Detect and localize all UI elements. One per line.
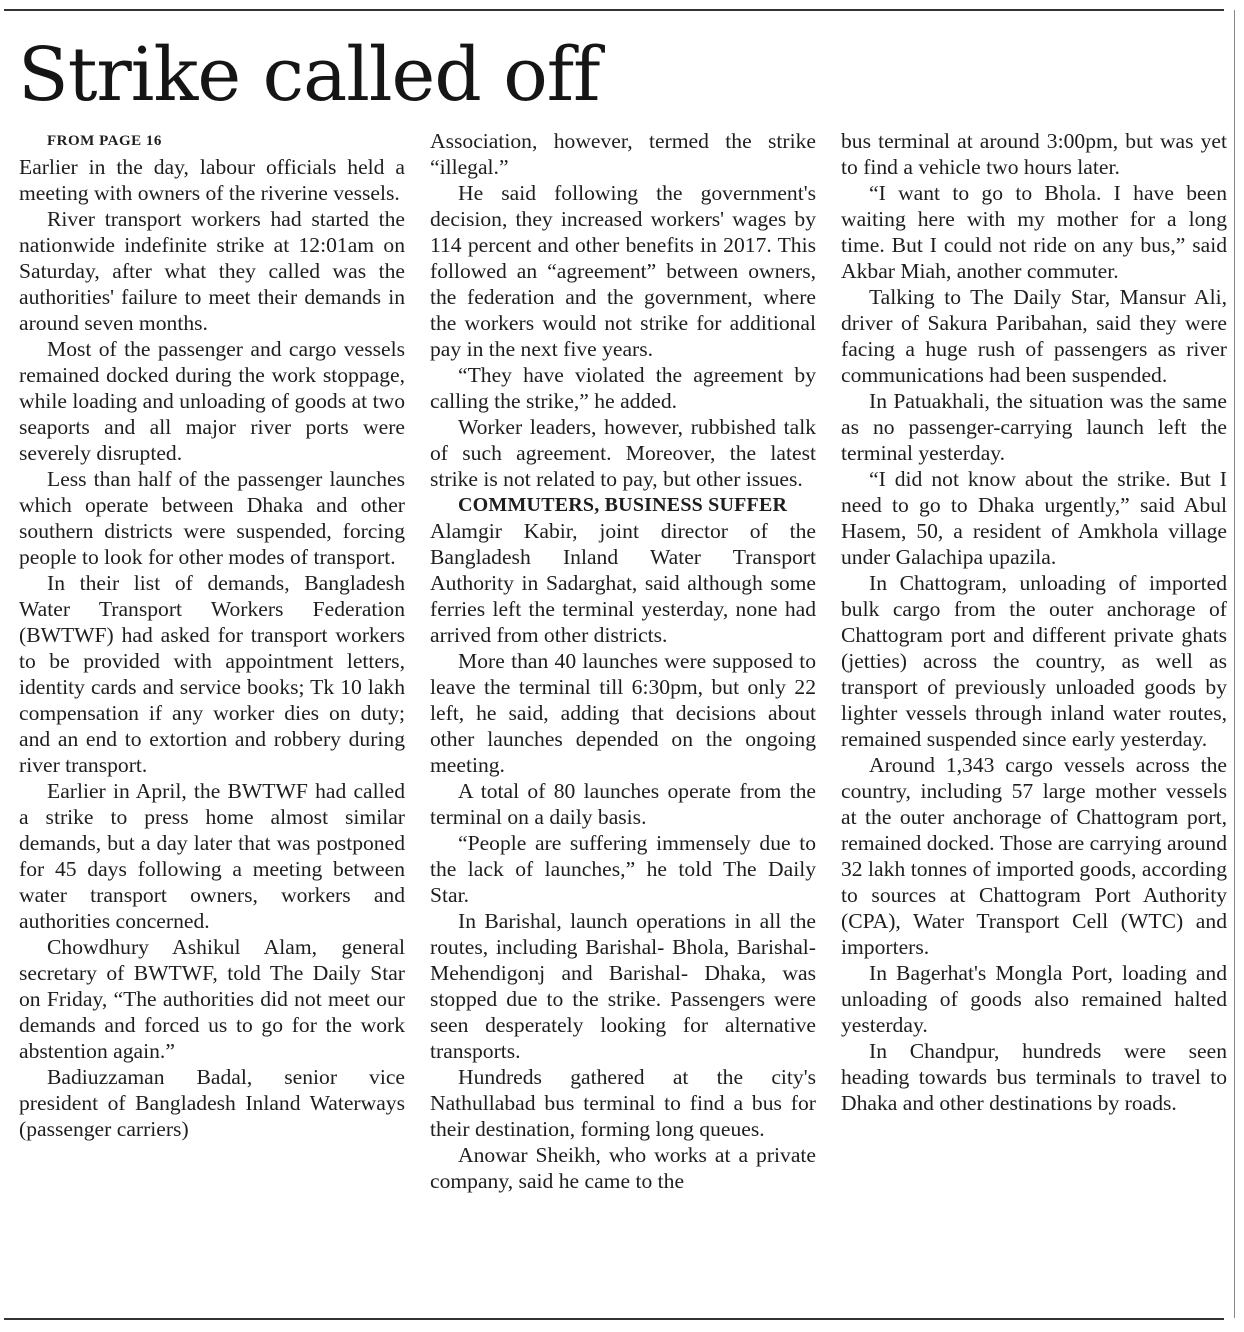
article-paragraph: Chowdhury Ashikul Alam, general secretary of BWTWF, told The Daily Star on Friday, “The authorities did not meet our demands and forced us to go for the work abstention again.” [19, 935, 405, 1063]
article-paragraph: A total of 80 launches operate from the terminal on a daily basis. [430, 779, 816, 829]
article-paragraph: In Bagerhat's Mongla Port, loading and unloading of goods also remained halted yesterday. [841, 961, 1227, 1037]
article-paragraph: Talking to The Daily Star, Mansur Ali, driver of Sakura Paribahan, said they were facing a huge rush of passengers as river communications had been suspended. [841, 285, 1227, 387]
article-paragraph: In Patuakhali, the situation was the same as no passenger-carrying launch left the terminal yesterday. [841, 389, 1227, 465]
article-paragraph: “I did not know about the strike. But I need to go to Dhaka urgently,” said Abul Hasem, 50, a resident of Amkhola village under Galachipa upazila. [841, 467, 1227, 569]
article-paragraph: “I want to go to Bhola. I have been waiting here with my mother for a long time. But I could not ride on any bus,” said Akbar Miah, another commuter. [841, 181, 1227, 283]
article-paragraph: Worker leaders, however, rubbished talk of such agreement. Moreover, the latest strike is not related to pay, but other issues. [430, 415, 816, 491]
bottom-rule [4, 1318, 1224, 1320]
article-column-3 [841, 128, 1227, 1116]
article-paragraph: “People are suffering immensely due to the lack of launches,” he told The Daily Star. [430, 831, 816, 907]
right-border [1234, 10, 1235, 1318]
article-column-2 [430, 128, 816, 1194]
article-paragraph: In their list of demands, Bangladesh Water Transport Workers Federation (BWTWF) had asked for transport workers to be provided with appointment letters, identity cards and service books; Tk 10 lakh compensation if any worker dies on duty; and an end to extortion and robbery during river transport. [19, 571, 405, 777]
article-column-1 [19, 128, 405, 1142]
top-rule [4, 9, 1224, 11]
article-paragraph: More than 40 launches were supposed to leave the terminal till 6:30pm, but only 22 left, he said, adding that decisions about other launches depended on the ongoing meeting. [430, 649, 816, 777]
section-subhead: COMMUTERS, BUSINESS SUFFER [458, 494, 788, 516]
article-paragraph: Less than half of the passenger launches which operate between Dhaka and other southern districts were suspended, forcing people to look for other modes of transport. [19, 467, 405, 569]
kicker: FROM PAGE 16 [47, 133, 162, 149]
article-paragraph: Badiuzzaman Badal, senior vice president of Bangladesh Inland Waterways (passenger carriers) [19, 1065, 405, 1141]
article-paragraph: bus terminal at around 3:00pm, but was yet to find a vehicle two hours later. [841, 129, 1227, 179]
article-paragraph: Association, however, termed the strike “illegal.” [430, 129, 816, 179]
article-paragraph: Most of the passenger and cargo vessels remained docked during the work stoppage, while loading and unloading of goods at two seaports and all major river ports were severely disrupted. [19, 337, 405, 465]
article-paragraph: In Barishal, launch operations in all the routes, including Barishal- Bhola, Barishal- Mehendigonj and Barishal- Dhaka, was stopped due to the strike. Passengers were seen desperately looking for alternative transports. [430, 909, 816, 1063]
article-paragraph: He said following the government's decision, they increased workers' wages by 114 percent and other benefits in 2017. This followed an “agreement” between owners, the federation and the government, where the workers would not strike for additional pay in the next five years. [430, 181, 816, 361]
article-paragraph: Around 1,343 cargo vessels across the country, including 57 large mother vessels at the outer anchorage of Chattogram port, remained docked. Those are carrying around 32 lakh tonnes of imported goods, according to sources at Chattogram Port Authority (CPA), Water Transport Cell (WTC) and importers. [841, 753, 1227, 959]
article-paragraph: River transport workers had started the nationwide indefinite strike at 12:01am on Saturday, after what they called was the authorities' failure to meet their demands in around seven months. [19, 207, 405, 335]
article-paragraph: Hundreds gathered at the city's Nathullabad bus terminal to find a bus for their destination, forming long queues. [430, 1065, 816, 1141]
headline: Strike called off [18, 32, 600, 118]
article-paragraph: Earlier in the day, labour officials held a meeting with owners of the riverine vessels. [19, 155, 405, 205]
article-paragraph: In Chandpur, hundreds were seen heading towards bus terminals to travel to Dhaka and other destinations by roads. [841, 1039, 1227, 1115]
article-paragraph: Anowar Sheikh, who works at a private company, said he came to the [430, 1143, 816, 1193]
article-paragraph: “They have violated the agreement by calling the strike,” he added. [430, 363, 816, 413]
article-paragraph: Alamgir Kabir, joint director of the Bangladesh Inland Water Transport Authority in Sadarghat, said although some ferries left the terminal yesterday, none had arrived from other districts. [430, 519, 816, 647]
article-paragraph: In Chattogram, unloading of imported bulk cargo from the outer anchorage of Chattogram port and different private ghats (jetties) across the country, as well as transport of previously unloaded goods by lighter vessels through inland water routes, remained suspended since early yesterday. [841, 571, 1227, 751]
article-paragraph: Earlier in April, the BWTWF had called a strike to press home almost similar demands, but a day later that was postponed for 45 days following a meeting between water transport owners, workers and authorities concerned. [19, 779, 405, 933]
